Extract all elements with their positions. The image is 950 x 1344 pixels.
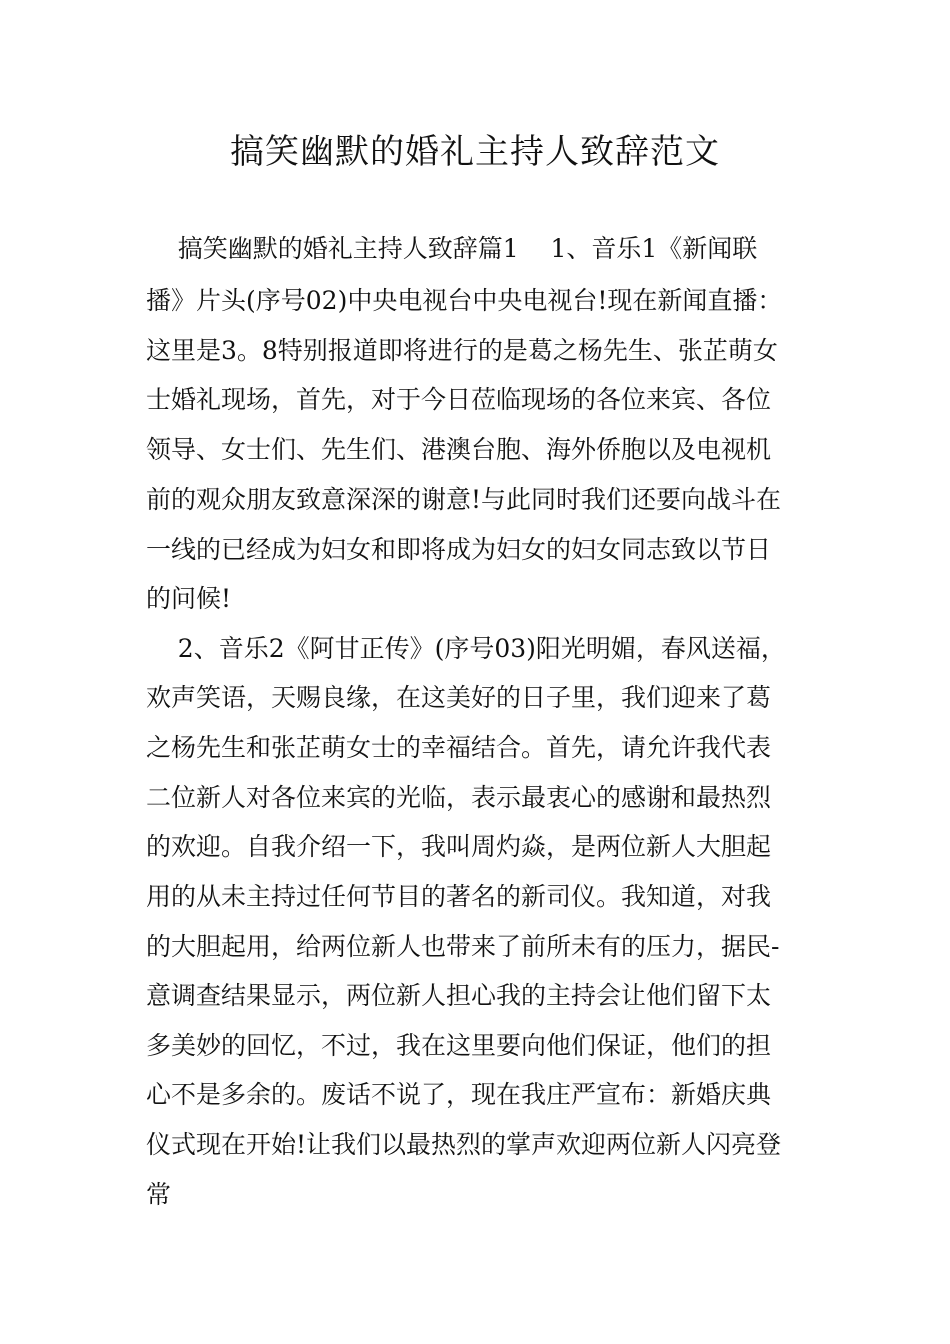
body-line-1: 搞笑幽默的婚礼主持人致辞篇1 1、音乐1《新闻联 xyxy=(146,234,758,263)
body-line-9: 2、音乐2《阿甘正传》(序号03)阳光明媚，春风送福， xyxy=(146,634,786,663)
body-line-19: 仪式现在开始!让我们以最热烈的掌声欢迎两位新人闪亮登 xyxy=(146,1130,782,1159)
body-line-12: 二位新人对各位来宾的光临，表示最衷心的感谢和最热烈 xyxy=(146,783,772,812)
body-line-6: 前的观众朋友致意深深的谢意!与此同时我们还要向战斗在 xyxy=(146,485,782,514)
body-line-2: 播》片头(序号02)中央电视台中央电视台!现在新闻直播： xyxy=(146,286,783,315)
body-line-11: 之杨先生和张芷萌女士的幸福结合。首先，请允许我代表 xyxy=(146,733,772,762)
body-line-3: 这里是3。8特别报道即将进行的是葛之杨先生、张芷萌女 xyxy=(146,336,778,365)
body-line-20: 常 xyxy=(146,1180,172,1209)
document-title: 搞笑幽默的婚礼主持人致辞范文 xyxy=(230,132,720,172)
body-line-16: 意调查结果显示，两位新人担心我的主持会让他们留下太 xyxy=(146,981,772,1010)
body-line-13: 的欢迎。自我介绍一下，我叫周灼焱，是两位新人大胆起 xyxy=(146,832,772,861)
body-line-7: 一线的已经成为妇女和即将成为妇女的妇女同志致以节日 xyxy=(146,535,772,564)
body-line-18: 心不是多余的。废话不说了，现在我庄严宣布：新婚庆典 xyxy=(146,1080,772,1109)
body-line-14: 用的从未主持过任何节目的著名的新司仪。我知道，对我 xyxy=(146,882,772,911)
body-line-10: 欢声笑语，天赐良缘，在这美好的日子里，我们迎来了葛 xyxy=(146,683,772,712)
body-line-8: 的问候! xyxy=(146,584,232,613)
body-line-5: 领导、女士们、先生们、港澳台胞、海外侨胞以及电视机 xyxy=(146,435,772,464)
body-line-4: 士婚礼现场，首先，对于今日莅临现场的各位来宾、各位 xyxy=(146,385,772,414)
body-line-15: 的大胆起用，给两位新人也带来了前所未有的压力，据民- xyxy=(146,932,780,961)
body-line-17: 多美妙的回忆，不过，我在这里要向他们保证，他们的担 xyxy=(146,1031,772,1060)
